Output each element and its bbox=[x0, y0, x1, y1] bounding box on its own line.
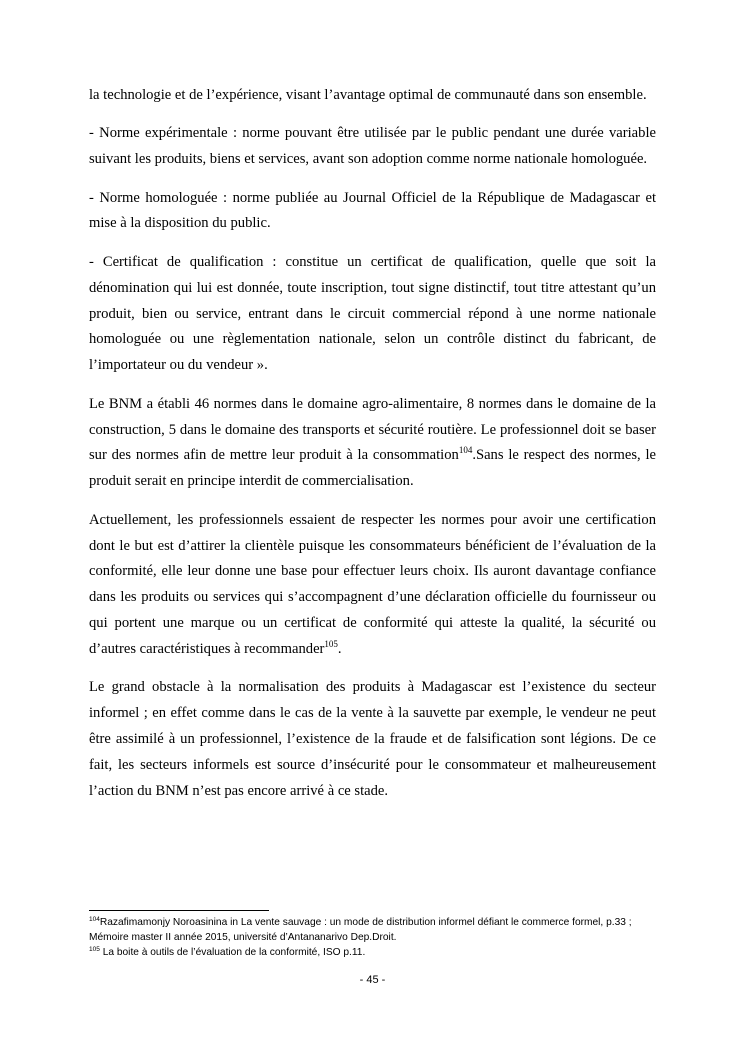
paragraph-continuation: la technologie et de l’expérience, visant l’avantage optimal de communauté dans son ensemble. bbox=[89, 87, 647, 103]
paragraph-text: Le BNM a établi 46 normes dans le domaine agro-alimentaire, 8 normes dans le domaine de la construction, 5 dans le domaine des transports et sécurité routière. Le professionnel doit se baser sur des normes afin de mettre leur produit à la consommation bbox=[89, 395, 656, 464]
paragraph-norme-homologuee: - Norme homologuée : norme publiée au Journal Officiel de la République de Madagascar et mise à la disposition du public. bbox=[89, 189, 656, 232]
footnote-number: 105 bbox=[89, 946, 100, 954]
footnotes bbox=[89, 915, 656, 961]
footnote-text: Razafimamonjy Noroasinina in La vente sauvage : un mode de distribution informel défiant le commerce formel, p.33 ; Mémoire master II année 2015, université d’Antananarivo Dep.Droit. bbox=[89, 917, 632, 944]
footnote-105 bbox=[89, 945, 656, 960]
page-number: - 45 - bbox=[359, 974, 386, 986]
footnote-104 bbox=[89, 915, 656, 945]
paragraph-secteur-informel: Le grand obstacle à la normalisation des produits à Madagascar est l’existence du secteur informel ; en effet comme dans le cas de la vente à la sauvette par exemple, le vendeur ne peut être assimilé à un professionnel, l’existence de la fraude et de falsification sont légions. De ce fait, les secteurs informels est source d’insécurité pour le consommateur et malheureusement l’action du BNM n’est pas encore arrivé à ce stade. bbox=[89, 679, 656, 800]
footnote-ref-104[interactable]: 104 bbox=[458, 445, 473, 456]
footnote-text: La boite à outils de l’évaluation de la conformité, ISO p.11. bbox=[99, 947, 366, 959]
body-text bbox=[89, 83, 656, 817]
paragraph-certification bbox=[89, 508, 656, 663]
footnote-ref-105[interactable]: 105 bbox=[324, 639, 338, 650]
footnote-number: 104 bbox=[89, 916, 100, 923]
paragraph-text: .Sans le respect des normes, le produit serait en principe interdit de commercialisation. bbox=[89, 447, 656, 490]
paragraph-text: . bbox=[337, 641, 342, 658]
paragraph-bnm-normes bbox=[89, 392, 656, 496]
paragraph-certificat-qualification: - Certificat de qualification : constitue un certificat de qualification, quelle que soit la dénomination qui lui est donnée, toute inscription, tout signe distinctif, tout titre attestant qu’un produit, bien ou service, entrant dans le circuit commercial répond à une norme nationale homologuée ou une règlementation nationale, selon un contrôle distinct du fabricant, de l’importateur ou du vendeur ». bbox=[89, 253, 656, 374]
footnote-separator bbox=[89, 910, 269, 911]
paragraph-text: Actuellement, les professionnels essaient de respecter les normes pour avoir une certification dont le but est d’attirer la clientèle puisque les consommateurs bénéficient de l’évaluation de la conformité, elle leur donne une base pour effectuer leurs choix. Ils auront davantage confiance dans les produits ou services qui s’accompagnent d’une déclaration officielle du fournisseur ou qui portent une marque ou un certificat de conformité qui atteste la qualité, la sécurité ou d’autres caractéristiques à recommander bbox=[89, 511, 656, 658]
paragraph-norme-experimentale: - Norme expérimentale : norme pouvant être utilisée par le public pendant une durée variable suivant les produits, biens et services, avant son adoption comme norme nationale homologuée. bbox=[89, 125, 656, 168]
